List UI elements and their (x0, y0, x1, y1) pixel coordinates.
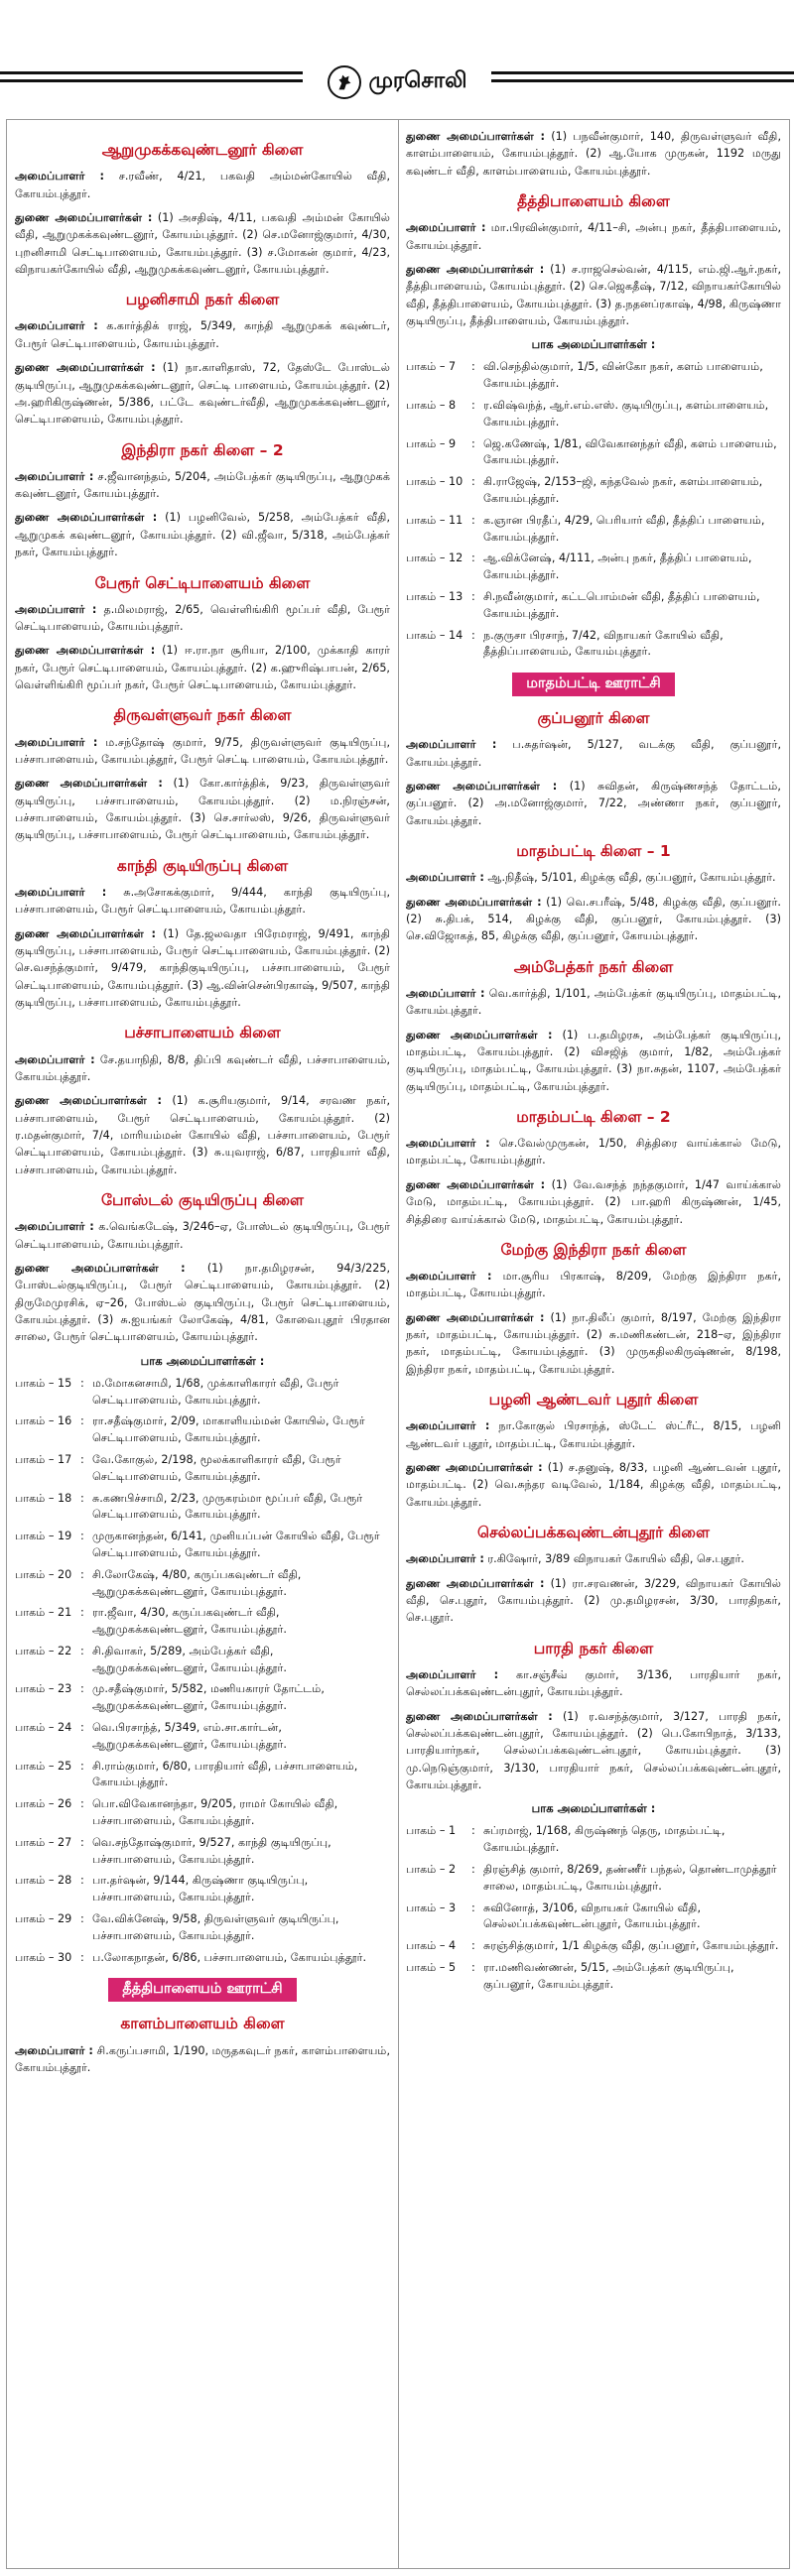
article-page (6, 119, 790, 2569)
ward-number: பாகம் – 13 (406, 589, 463, 603)
branch-title: மாதம்பட்டி கிளை – 2 (516, 1107, 671, 1126)
ward-organizers-heading: பாக அமைப்பாளர்கள் : (531, 337, 656, 352)
ward-organizer-details: ரா.ஜீவா, 4/30, கருப்பகவுண்டர் வீதி, ஆறுமுகக்கவுண்டனூர், கோயம்புத்தூர். (92, 1606, 287, 1637)
ward-organizer-details: முருகானந்தன், 6/141, முனியப்பன் கோயில் வீதி, பேரூர் செட்டிபாளையம், கோயம்புத்தூர். (92, 1530, 380, 1559)
organizer-entry (15, 509, 390, 560)
ward-separator: : (80, 1414, 84, 1428)
ward-organizer-details: க.ஞான பிரதீப், 4/29, பெரியார் வீதி, தீத்திப் பாளையம், கோயம்புத்தூர். (483, 513, 765, 544)
ward-separator: : (471, 513, 475, 527)
ward-organizer-details: ஆ.விக்னேஷ், 4/111, அன்பு நகர், தீத்திப் பாளையம், கோயம்புத்தூர். (483, 552, 752, 582)
branch-title: பழனி ஆண்டவர் புதூர் கிளை (488, 1391, 699, 1410)
ward-organizer-row (406, 513, 781, 547)
ward-number: பாகம் – 30 (15, 1950, 72, 1964)
ward-number: பாகம் – 22 (15, 1644, 72, 1657)
branch-title: போஸ்டல் குடியிருப்பு கிளை (101, 1191, 304, 1210)
ward-separator: : (80, 1452, 84, 1466)
ward-organizer-row (406, 1960, 781, 1994)
ward-number: பாகம் – 8 (406, 398, 457, 412)
ward-number: பாகம் – 16 (15, 1414, 72, 1428)
left-column (15, 128, 390, 2568)
ward-organizer-details: சி.திவாகர், 5/289, அம்பேத்கர் வீதி, ஆறுமுகக்கவுண்டனூர், கோயம்புத்தூர். (92, 1644, 287, 1674)
organizer-role-label: துணை அமைப்பாளர்கள் : (406, 262, 545, 276)
branch-title: பச்சாபாளையம் கிளை (124, 1024, 281, 1043)
organizer-entry (15, 925, 390, 1012)
organizer-details: ம.சந்தோஷ் குமார், 9/75, திருவள்ளுவர் குடியிருப்பு, பச்சாபாளையம், கோயம்புத்தூர், பேரூர் செட்டி பாளையம், கோயம்புத்தூர். (15, 735, 390, 766)
organizer-details: (1) தே.ஜலவதா பிரேமராஜ், 9/491, காந்தி குடியிருப்பு, பச்சாபாளையம், பேரூர் செட்டிபாளையம், கோயம்புத்தூர். (2) செ.வசந்த்குமார், 9/479, காந்திகுடியிருப்பு, பச்சாபாளையம், பேரூர் செட்டிபாளையம், கோயம்புத்தூர். (3) ஆ.வின்சென்பிரகாஷ், 9/507, காந்தி குடியிருப்பு, பச்சாபாளையம், கோயம்புத்தூர். (15, 926, 390, 1010)
organizer-details: சி.கருப்பசாமி, 1/190, மருதகவுடர் நகர், காளம்பாளையம், கோயம்புத்தூர். (15, 2043, 390, 2074)
ward-organizer-details: கி.ராஜேஷ், 2/153–ஜி, கந்தவேல் நகர், களம்பாளையம், கோயம்புத்தூர். (483, 475, 763, 505)
ward-organizer-row (15, 1644, 390, 1677)
organizer-details: (1) ஈ.ரா.நா சூரியா, 2/100, முக்காதி காரர் நகர், பேரூர் செட்டிபாளையம், கோயம்புத்தூர். (2) க.ஹுரிஷ்பாபன், 2/65, வெள்ளிங்கிரி மூப்பர் நகர், பேரூர் செட்டிபாளையம், கோயம்புத்தூர். (15, 644, 390, 692)
ward-organizer-details: திரஞ்சித் குமார், 8/269, தண்ணீர் பந்தல், தொண்டாமுத்தூர் சாலை, மாதம்பட்டி, கோயம்புத்தூர். (483, 1862, 777, 1893)
organizer-details: (1) பழனிவேல், 5/258, அம்பேத்கர் வீதி, ஆறுமுகக் கவுண்டனூர், கோயம்புத்தூர். (2) வி.ஜீவா, 5/318, அம்பேத்கர் நகர், கோயம்புத்தூர். (15, 511, 390, 559)
organizer-role-label: அமைப்பாளர் : (406, 738, 497, 752)
organizer-role-label: துணை அமைப்பாளர்கள் : (406, 1028, 553, 1042)
branch-title: பேரூர் செட்டிபாளையம் கிளை (94, 573, 311, 592)
organizer-entry (406, 1459, 781, 1511)
organizer-entry (15, 884, 390, 919)
ward-organizer-details: ந.குருசா பிரசாந், 7/42, விநாயகர் கோயில் வீதி, தீத்திப்பாளையம், கோயம்புத்தூர். (483, 628, 724, 659)
ward-separator: : (471, 1824, 475, 1838)
ward-separator: : (80, 1835, 84, 1849)
ward-number: பாகம் – 23 (15, 1682, 72, 1696)
organizer-details: (1) அசதிஷ், 4/11, பகவதி அம்மன் கோயில் வீதி, ஆறுமுகக்கவுண்டனூர், கோயம்புத்தூர். (2) செ.மனோஜ்குமார், 4/30, புறனிசாமி செட்டிபாளையம், கோயம்புத்தூர். (3) ச.மோகன் குமார், 4/23, விநாயகர்கோயில் வீதி, ஆறுமுகக்கவுண்டனூர், கோயம்புத்தூர். (15, 210, 390, 276)
organizer-entry (406, 1417, 781, 1452)
organizer-role-label: துணை அமைப்பாளர்கள் : (406, 895, 542, 909)
ward-organizer-row (15, 1720, 390, 1754)
ward-number: பாகம் – 20 (15, 1567, 72, 1581)
organizer-role-label: அமைப்பாளர் : (15, 885, 107, 899)
ward-organizer-row (406, 628, 781, 662)
ward-organizer-details: வெ.பிரசாந்த், 5/349, எம்.சா.கார்டன், ஆறுமுகக்கவுண்டனூர், கோயம்புத்தூர். (92, 1721, 287, 1751)
ward-organizer-row (15, 1376, 390, 1410)
organizer-role-label: அமைப்பாளர் : (15, 2043, 93, 2057)
organizer-role-label: அமைப்பாளர் : (15, 735, 98, 749)
organizer-details: மா.பிரவின்குமார், 4/11–சி, அன்பு நகர், தீத்திபாளையம், கோயம்புத்தூர். (406, 221, 781, 252)
ward-number: பாகம் – 29 (15, 1912, 72, 1926)
organizer-details: (1) நா.திலீப் குமார், 8/197, மேற்கு இந்திரா நகர், மாதம்பட்டி, கோயம்புத்தூர். (2) சு.மணிகண்டன், 218–ஏ, இந்திரா நகர், மாதம்பட்டி, கோயம்புத்தூர். (3) முருகதிலகிருஷ்ணன், 8/198, இந்திரா நகர், மாதம்பட்டி, கோயம்புத்தூர். (406, 1310, 781, 1376)
organizer-entry (406, 1268, 781, 1302)
organizer-entry (406, 261, 781, 329)
ward-organizer-row (15, 1950, 390, 1967)
ward-separator: : (471, 1960, 475, 1974)
organizer-entry (406, 1666, 781, 1701)
ward-number: பாகம் – 7 (406, 360, 457, 374)
ward-number: பாகம் – 15 (15, 1376, 72, 1390)
organizer-details: (1) கோ.கார்த்திக், 9/23, திருவள்ளுவர் குடியிருப்பு, பச்சாபாளையம், கோயம்புத்தூர். (2) ம.நிரஞ்சன், பச்சாபாளையம், கோயம்புத்தூர். (3) செ.சார்லஸ், 9/26, திருவள்ளுவர் குடியிருப்பு, பச்சாபாளையம், பேரூர் செட்டிபாளையம், கோயம்புத்தூர். (15, 777, 390, 842)
ward-organizer-row (406, 1823, 781, 1857)
organizer-entry (15, 734, 390, 769)
branch-title: செல்லப்பக்கவுண்டன்புதூர் கிளை (477, 1524, 710, 1542)
ward-organizer-row (15, 1452, 390, 1486)
ward-separator: : (471, 1901, 475, 1914)
ward-organizer-details: சி.லோகேஷ், 4/80, கருப்பகவுண்டர் வீதி, ஆறுமுகக்கவுண்டனூர், கோயம்புத்தூர். (92, 1567, 302, 1598)
organizer-details: சு.அசோகக்குமார், 9/444, காந்தி குடியிருப்பு, பச்சாபாளையம், பேரூர் செட்டிபாளையம், கோயம்புத்தூர். (15, 885, 390, 917)
ward-organizer-details: பொ.விவேகானந்தா, 9/205, ராமர் கோயில் வீதி, பச்சாபாளையம், கோயம்புத்தூர். (92, 1797, 338, 1828)
organizer-details: (1) ப.தமிழரசு, அம்பேத்கர் குடியிருப்பு, மாதம்பட்டி, கோயம்புத்தூர். (2) விசஜித் குமார், 1/82, அம்பேத்கர் குடியிருப்பு, மாதம்பட்டி, கோயம்புத்தூர். (3) நா.சுதன், 1107, அம்பேத்கர் குடியிருப்பு, மாதம்பட்டி, கோயம்புத்தூர். (406, 1028, 781, 1093)
branch-title: காந்தி குடியிருப்பு கிளை (116, 856, 289, 875)
branch-title: திருவள்ளுவர் நகர் கிளை (113, 706, 292, 725)
organizer-role-label: துணை அமைப்பாளர்கள் : (406, 1576, 545, 1590)
organizer-details: ர.கிஷோர், 3/89 விநாயகர் கோயில் வீதி, செ.புதூர். (487, 1552, 744, 1566)
organizer-details: (1) வே.வசந்த் நந்தகுமார், 1/47 வாய்க்கால் மேடு, மாதம்பட்டி, கோயம்புத்தூர். (2) பா.ஹரி கிருஷ்ணன், 1/45, சித்திரை வாய்க்கால் மேடு, மாதம்பட்டி, கோயம்புத்தூர். (406, 1177, 781, 1226)
rooster-logo-icon (328, 65, 361, 99)
organizer-role-label: துணை அமைப்பாளர்கள் : (15, 777, 163, 791)
ward-organizer-row (15, 1759, 390, 1792)
organizer-details: சே.தயாநிதி, 8/8, திப்பி கவுண்டர் வீதி, பச்சாபாளையம், கோயம்புத்தூர். (15, 1052, 390, 1083)
masthead-logo (303, 61, 491, 103)
masthead-title: முரசொலி (368, 68, 467, 93)
organizer-entry (406, 128, 781, 180)
ward-organizer-details: ரா.மணிவண்ணன், 5/15, அம்பேத்கர் குடியிருப்பு, குப்பனூர், கோயம்புத்தூர். (483, 1960, 734, 1991)
branch-title: ஆறுமுகக்கவுண்டனூர் கிளை (101, 141, 304, 159)
ward-separator: : (80, 1491, 84, 1505)
ward-number: பாகம் – 5 (406, 1960, 457, 1974)
organizer-entry (15, 317, 390, 352)
organizer-entry (406, 1575, 781, 1627)
organizer-details: ஆ.நிதீஷ், 5/101, கிழக்கு வீதி, குப்பனூர், கோயம்புத்தூர். (487, 871, 776, 885)
organizer-role-label: அமைப்பாளர் : (406, 986, 485, 1000)
ward-organizer-row (15, 1529, 390, 1562)
ward-number: பாகம் – 26 (15, 1797, 72, 1811)
ward-organizer-details: சி.ராம்குமார், 6/80, பாரதியார் வீதி, பச்சாபாளையம், கோயம்புத்தூர். (92, 1759, 358, 1789)
ward-separator: : (80, 1530, 84, 1543)
ward-separator: : (80, 1797, 84, 1811)
organizer-entry (406, 1550, 781, 1567)
organizer-entry (406, 1027, 781, 1095)
organizer-role-label: அமைப்பாளர் : (406, 221, 486, 235)
ward-organizer-details: பா.தர்ஷன், 9/144, கிருஷ்ணா குடியிருப்பு, பச்சாபாளையம், கோயம்புத்தூர். (92, 1874, 309, 1904)
organizer-role-label: அமைப்பாளர் : (15, 319, 98, 333)
ward-organizer-row (15, 1413, 390, 1447)
ward-organizer-row (406, 1862, 781, 1896)
organizer-details: (1) ச.தனுஷ், 8/33, பழனி ஆண்டவன் புதூர், மாதம்பட்டி. (2) வெ.சுந்தர வடிவேல், 1/184, கிழக்கு வீதி, மாதம்பட்டி, கோயம்புத்தூர். (406, 1461, 781, 1509)
organizer-details: (1) ர.வசந்த்குமார், 3/127, பாரதி நகர், செல்லப்பக்கவுண்டன்புதூர், கோயம்புத்தூர். (2) பெ.கோபிநாத், 3/133, பாரதியார்நகர், செல்லப்பக்கவுண்டன்புதூர், கோயம்புத்தூர். (3) மு.நெடுஞ்குமார், 3/130, பாரதியார் நகர், செல்லப்பக்கவுண்டன்புதூர், கோயம்புத்தூர். (406, 1709, 781, 1791)
organizer-entry (15, 775, 390, 843)
organizer-details: (1) ரா.சரவணன், 3/229, விநாயகர் கோயில் வீதி, செ.புதூர், கோயம்புத்தூர். (2) மு.தமிழரசன், 3/30, பாரதிநகர், செ.புதூர். (406, 1576, 781, 1625)
organizer-role-label: அமைப்பாளர் : (406, 1419, 490, 1433)
ward-separator: : (471, 360, 475, 374)
ward-organizer-details: ம.மோகனசாமி, 1/68, முக்காளிகாரர் வீதி, பேரூர் செட்டிபாளையம், கோயம்புத்தூர். (92, 1376, 339, 1407)
ward-separator: : (80, 1759, 84, 1773)
organizer-role-label: அமைப்பாளர் : (406, 1667, 499, 1681)
organizer-role-label: அமைப்பாளர் : (15, 170, 104, 184)
organizer-details: செ.வேல்முருகன், 1/50, சித்திரை வாய்க்கால் மேடு, மாதம்பட்டி, கோயம்புத்தூர். (406, 1137, 781, 1167)
organizer-entry (406, 869, 781, 886)
ward-organizer-row (406, 551, 781, 584)
ward-number: பாகம் – 27 (15, 1835, 72, 1849)
ward-number: பாகம் – 17 (15, 1452, 72, 1466)
ward-organizer-row (15, 1567, 390, 1601)
organizer-entry (15, 468, 390, 503)
organizer-entry (406, 894, 781, 945)
organizer-details: (1) வெ.சபரீஷ், 5/48, கிழக்கு வீதி, குப்பனூர். (2) சு.திபக், 514, கிழக்கு வீதி, குப்பனூர், கோயம்புத்தூர். (3) செ.விஜோகத், 85, கிழக்கு வீதி, குப்பனூர், கோயம்புத்தூர். (406, 895, 781, 943)
ward-organizer-row (15, 1796, 390, 1830)
organizer-entry (406, 736, 781, 771)
column-divider (398, 120, 399, 2568)
ward-organizer-row (15, 1605, 390, 1639)
organizer-entry (406, 1176, 781, 1228)
organizer-role-label: துணை அமைப்பாளர்கள் : (15, 926, 156, 940)
branch-title: தீத்திபாளையம் கிளை (517, 192, 670, 211)
organizer-role-label: துணை அமைப்பாளர்கள் : (406, 1709, 553, 1723)
ward-organizer-details: ஜெ.கணேஷ், 1/81, விவேகானந்தர் வீதி, களம் பாளையம், கோயம்புத்தூர். (483, 436, 777, 467)
organizer-entry (15, 1260, 390, 1346)
organizer-entry (406, 985, 781, 1020)
ward-separator: : (471, 589, 475, 603)
ward-organizer-details: மு.சதீஷ்குமார், 5/582, மணியகாரர் தோட்டம், ஆறுமுகக்கவுண்டனூர், கோயம்புத்தூர். (92, 1682, 325, 1713)
organizer-entry (406, 219, 781, 254)
organizer-entry (15, 359, 390, 428)
ward-organizer-details: ப.லோகநாதன், 6/86, பச்சாபாளையம், கோயம்புத்தூர். (92, 1950, 367, 1964)
organizer-entry (15, 1092, 390, 1178)
organizer-role-label: துணை அமைப்பாளர்கள் : (406, 1177, 546, 1191)
ward-organizer-details: ர.விஷ்வந்த், ஆர்.எம்.எஸ். குடியிருப்பு, களம்பாளையம், கோயம்புத்தூர். (483, 398, 769, 429)
organizer-role-label: துணை அமைப்பாளர்கள் : (406, 1461, 543, 1475)
ward-organizer-row (15, 1873, 390, 1906)
organizer-details: (1) நா.காளிதாஸ், 72, தேஸ்டே போஸ்டல் குடியிருப்பு, ஆறுமுகக்கவுண்டனூர், செட்டி பாளையம், கோயம்புத்தூர். (2) அ.ஹரிகிருஷ்ணன், 5/386, பட்டே கவுண்டர்வீதி, ஆறுமுகக்கவுண்டனூர், செட்டிபாளையம், கோயம்புத்தூர். (15, 361, 390, 427)
organizer-details: த.மிலமராஜ், 2/65, வெள்ளிங்கிரி மூப்பர் வீதி, பேரூர் செட்டிபாளையம், கோயம்புத்தூர். (15, 602, 390, 634)
organizer-details: ப.சுதர்ஷன், 5/127, வடக்கு வீதி, குப்பனூர், கோயம்புத்தூர். (406, 738, 781, 769)
ward-organizer-row (406, 1938, 781, 1955)
ward-number: பாகம் – 18 (15, 1491, 72, 1505)
organizer-role-label: துணை அமைப்பாளர்கள் : (15, 644, 156, 658)
organizer-role-label: துணை அமைப்பாளர்கள் : (406, 1310, 545, 1324)
ward-organizer-row (15, 1491, 390, 1525)
ward-organizer-row (15, 1681, 390, 1715)
organizer-entry (406, 1309, 781, 1378)
organizer-role-label: அமைப்பாளர் : (406, 1137, 490, 1151)
ward-separator: : (80, 1644, 84, 1657)
ward-organizer-row (406, 474, 781, 508)
ward-organizer-row (15, 1911, 390, 1945)
ward-separator: : (471, 436, 475, 450)
organizer-details: (1) சுவிதன், கிருஷ்ணசந்த் தோட்டம், குப்பனூர். (2) அ.மனோஜ்குமார், 7/22, அண்ணா நகர், குப்பனூர், கோயம்புத்தூர். (406, 779, 781, 827)
ward-number: பாகம் – 21 (15, 1606, 72, 1620)
ward-number: பாகம் – 14 (406, 628, 463, 642)
organizer-details: (1) பநவீன்குமார், 140, திருவள்ளுவர் வீதி, காளம்பாளையம், கோயம்புத்தூர். (2) ஆ.யோக முருகன், 1192 மருது கவுண்டர் வீதி, காளம்பாளையம், கோயம்புத்தூர். (406, 130, 781, 178)
branch-title: பாரதி நகர் கிளை (533, 1639, 654, 1657)
ward-organizer-details: சி.நவீன்குமார், கட்டபொம்மன் வீதி, தீத்திப் பாளையம், கோயம்புத்தூர். (483, 589, 760, 620)
organizer-entry (15, 2042, 390, 2077)
ward-separator: : (471, 1939, 475, 1953)
organizer-role-label: அமைப்பாளர் : (406, 1552, 484, 1566)
organizer-details: கா.சஞ்சீவ் குமார், 3/136, பாரதியார் நகர், செல்லப்பக்கவுண்டன்புதூர், கோயம்புத்தூர். (406, 1667, 781, 1699)
organizer-details: ச.ரவீண், 4/21, பகவதி அம்மன்கோயில் வீதி, கோயம்புத்தூர். (15, 170, 390, 200)
ward-organizer-row (406, 436, 781, 470)
ward-organizer-details: வி.செந்தில்குமார், 1/5, வின்கோ நகர், களம் பாளையம், கோயம்புத்தூர். (483, 360, 763, 391)
ward-separator: : (471, 475, 475, 489)
organizer-details: நா.கோகுல் பிரசாந்த், ஸ்டேட் ஸ்ட்ரீட், 8/15, பழனி ஆண்டவர் புதூர், மாதம்பட்டி, கோயம்புத்தூர். (406, 1419, 781, 1450)
ward-organizers-heading: பாக அமைப்பாளர்கள் : (140, 1353, 265, 1368)
ward-number: பாகம் – 12 (406, 552, 463, 565)
organizer-details: வெ.கார்த்தி, 1/101, அம்பேத்கர் குடியிருப்பு, மாதம்பட்டி, கோயம்புத்தூர். (406, 986, 781, 1018)
ward-organizers-heading: பாக அமைப்பாளர்கள் : (531, 1801, 656, 1816)
organizer-details: மா.சூரிய பிரகாஷ், 8/209, மேற்கு இந்திரா நகர், மாதம்பட்டி, கோயம்புத்தூர். (406, 1270, 781, 1300)
ward-organizer-details: ரா.சதீஷ்குமார், 2/09, மாகாளியம்மன் கோயில், பேரூர் செட்டிபாளையம், கோயம்புத்தூர். (92, 1414, 365, 1445)
ward-number: பாகம் – 28 (15, 1874, 72, 1888)
branch-title: பழனிசாமி நகர் கிளை (125, 291, 280, 309)
ward-number: பாகம் – 24 (15, 1721, 72, 1735)
ward-separator: : (471, 398, 475, 412)
organizer-role-label: அமைப்பாளர் : (15, 469, 94, 483)
organizer-entry (15, 1218, 390, 1253)
organizer-details: க.வெங்கடேஷ், 3/246–ஏ, போஸ்டல் குடியிருப்பு, பேரூர் செட்டிபாளையம், கோயம்புத்தூர். (15, 1220, 390, 1251)
organizer-entry (406, 1708, 781, 1794)
organizer-details: (1) க.சூரியகுமார், 9/14, சரவண நகர், பச்சாபாளையம், பேரூர் செட்டிபாளையம், கோயம்புத்தூர். (2) ர.மதன்குமார், 7/4, மாரியம்மன் கோயில் வீதி, பச்சாபாளையம், பேரூர் செட்டிபாளையம், கோயம்புத்தூர். (3) சு.யுவராஜ், 6/87, பாரதியார் வீதி, பச்சாபாளையம், கோயம்புத்தூர். (15, 1094, 390, 1176)
organizer-entry (15, 601, 390, 636)
organizer-entry (15, 168, 390, 202)
branch-title: மேற்கு இந்திரா நகர் கிளை (500, 1240, 687, 1259)
organizer-entry (406, 1135, 781, 1169)
organizer-entry (15, 1051, 390, 1086)
ward-number: பாகம் – 1 (406, 1824, 457, 1838)
ward-organizer-details: சு.கணபிச்சாமி, 2/23, முருகரம்மா மூப்பர் வீதி, பேரூர் செட்டிபாளையம், கோயம்புத்தூர். (92, 1491, 363, 1522)
branch-title: காளம்பாளையம் கிளை (120, 2015, 285, 2033)
ward-number: பாகம் – 25 (15, 1759, 72, 1773)
branch-title: மாதம்பட்டி கிளை – 1 (516, 842, 671, 861)
branch-title: இந்திரா நகர் கிளை – 2 (121, 440, 284, 459)
organizer-details: (1) நா.தமிழரசன், 94/3/225, போஸ்டல்குடியிருப்பு, பேரூர் செட்டிபாளையம், கோயம்புத்தூர். (2) திருமேமுரசிக், ஏ–26, போஸ்டல் குடியிருப்பு, பேரூர் செட்டிபாளையம், கோயம்புத்தூர். (3) சு.ஐயங்கர் லோகேஷ், 4/81, கோவைபுதூர் பிரதான சாலை, பேரூர் செட்டிபாளையம், கோயம்புத்தூர். (15, 1261, 390, 1344)
ward-separator: : (471, 628, 475, 642)
organizer-details: ச.ஜீவானந்தம், 5/204, அம்பேத்கர் குடியிருப்பு, ஆறுமுகக் கவுண்டனூர், கோயம்புத்தூர். (15, 469, 390, 501)
ward-organizer-details: வே.விக்னேஷ், 9/58, திருவள்ளுவர் குடியிருப்பு, பச்சாபாளையம், கோயம்புத்தூர். (92, 1912, 339, 1942)
branch-title: குப்பனூர் கிளை (537, 709, 650, 728)
ward-number: பாகம் – 2 (406, 1862, 457, 1876)
branch-title: அம்பேத்கர் நகர் கிளை (513, 957, 674, 976)
organizer-entry (15, 642, 390, 693)
organizer-role-label: அமைப்பாளர் : (15, 1052, 95, 1066)
ward-number: பாகம் – 4 (406, 1939, 457, 1953)
ward-separator: : (80, 1606, 84, 1620)
ward-number: பாகம் – 10 (406, 475, 463, 489)
organizer-role-label: துணை அமைப்பாளர்கள் : (15, 210, 153, 224)
ward-organizer-row (15, 1835, 390, 1869)
ward-organizer-row (406, 398, 781, 431)
organizer-role-label: அமைப்பாளர் : (15, 1220, 94, 1234)
panchayat-banner: மாதம்பட்டி ஊராட்சி (512, 673, 675, 696)
organizer-details: க.கார்த்திக் ராஜ், 5/349, காந்தி ஆறுமுகக் கவுண்டர், பேரூர் செட்டிபாளையம், கோயம்புத்தூர். (15, 319, 390, 350)
panchayat-banner: தீத்திபாளையம் ஊராட்சி (108, 1978, 296, 2002)
organizer-role-label: துணை அமைப்பாளர்கள் : (15, 1261, 186, 1275)
organizer-role-label: துணை அமைப்பாளர்கள் : (15, 1094, 163, 1108)
organizer-entry (406, 778, 781, 829)
right-column (406, 128, 781, 2568)
organizer-role-label: அமைப்பாளர் : (406, 871, 484, 885)
organizer-details: (1) ச.ராஜசெல்வன், 4/115, எம்.ஜி.ஆர்.நகர், தீத்திபாளையம், கோயம்புத்தூர். (2) செ.ஜெகதீஷ், 7/12, விநாயகர்கோயில் வீதி, தீத்திபாளையம், கோயம்புத்தூர். (3) த.நதனப்ரகாஷ், 4/98, கிருஷ்ணா குடியிருப்பு, தீத்திபாளையம், கோயம்புத்தூர். (406, 262, 781, 328)
ward-number: பாகம் – 19 (15, 1530, 72, 1543)
ward-separator: : (80, 1874, 84, 1888)
ward-organizer-row (406, 589, 781, 623)
ward-separator: : (80, 1721, 84, 1735)
ward-separator: : (80, 1567, 84, 1581)
ward-separator: : (80, 1912, 84, 1926)
ward-number: பாகம் – 11 (406, 513, 463, 527)
ward-number: பாகம் – 9 (406, 436, 457, 450)
ward-separator: : (80, 1950, 84, 1964)
ward-separator: : (471, 552, 475, 565)
ward-organizer-row (406, 359, 781, 393)
ward-organizer-details: சுவினோத், 3/106, விநாயகர் கோயில் வீதி, செல்லப்பக்கவுண்டன்புதூர், கோயம்புத்தூர். (483, 1901, 702, 1931)
organizer-entry (15, 209, 390, 278)
ward-organizer-row (406, 1901, 781, 1934)
ward-organizer-details: சுப்ரமாஜ், 1/168, கிருஷ்ணந் தெரு, மாதம்பட்டி, கோயம்புத்தூர். (483, 1824, 726, 1855)
ward-separator: : (471, 1862, 475, 1876)
ward-number: பாகம் – 3 (406, 1901, 457, 1914)
organizer-role-label: அமைப்பாளர் : (15, 602, 97, 616)
organizer-role-label: துணை அமைப்பாளர்கள் : (15, 361, 156, 375)
ward-separator: : (80, 1682, 84, 1696)
organizer-role-label: துணை அமைப்பாளர்கள் : (406, 779, 558, 793)
ward-organizer-details: வெ.சந்தோஷ்குமார், 9/527, காந்தி குடியிருப்பு, பச்சாபாளையம், கோயம்புத்தூர். (92, 1835, 331, 1866)
ward-separator: : (80, 1376, 84, 1390)
organizer-role-label: துணை அமைப்பாளர்கள் : (15, 511, 158, 525)
organizer-role-label: துணை அமைப்பாளர்கள் : (406, 130, 545, 143)
ward-organizer-details: சுரஞ்சித்குமார், 1/1 கிழக்கு வீதி, குப்பனூர், கோயம்புத்தூர். (483, 1939, 779, 1953)
ward-organizer-details: வே.கோகுல், 2/198, மூலக்காளிகாரர் வீதி, பேரூர் செட்டிபாளையம், கோயம்புத்தூர். (92, 1452, 341, 1483)
organizer-role-label: அமைப்பாளர் : (406, 1270, 492, 1284)
